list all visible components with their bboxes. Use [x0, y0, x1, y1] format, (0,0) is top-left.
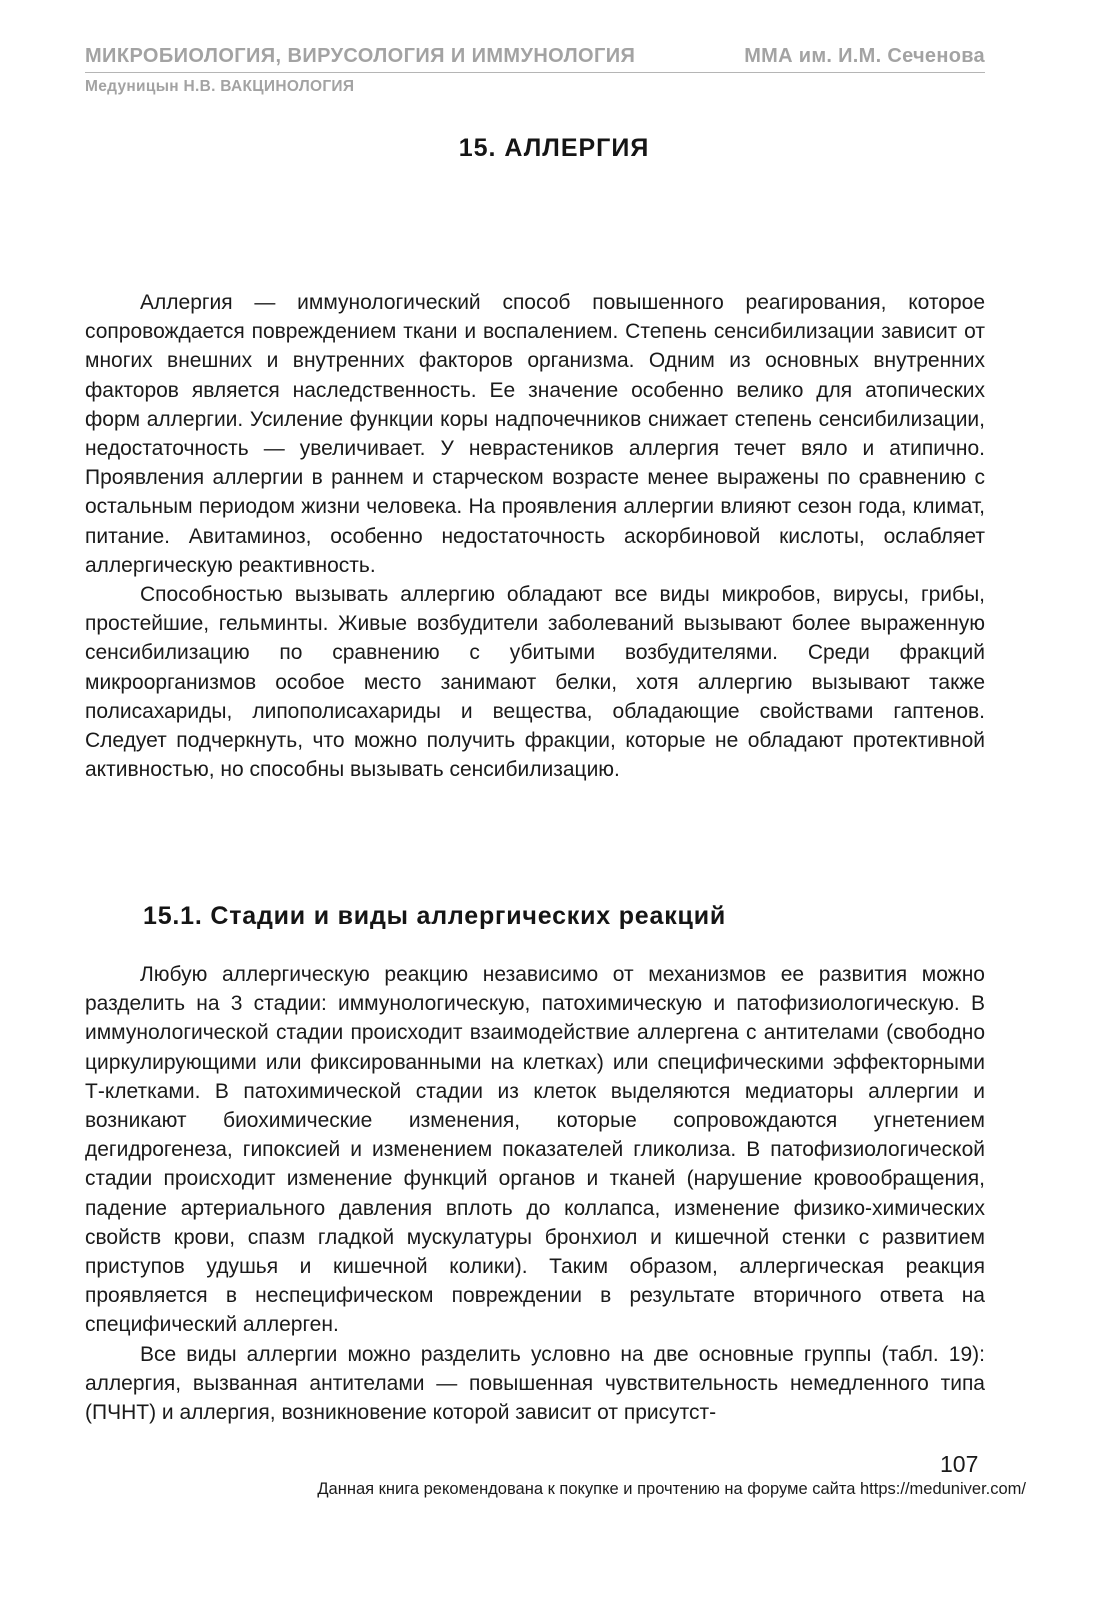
chapter-title: 15. АЛЛЕРГИЯ	[458, 134, 650, 162]
page-number: 107	[940, 1451, 979, 1477]
section-paragraph-1: Любую аллергическую реакцию независимо от механизмов ее развития можно разделить на 3 стадии: иммунологическую, патохимическую и патофизиологическую. В иммунологической стадии происходит взаимодействие аллергена с антителами (свободно циркулирующими или фиксированными на клетках) или специфическими эффекторными Т-клетками. В патохимической стадии из клеток выделяются медиаторы аллергии и возникают биохимические изменения, которые сопровождаются угнетением дегидрогенеза, гипоксией и изменением показателей гликолиза. В патофизиологической стадии происходит изменение функций органов и тканей (нарушение кровообращения, падение артериального давления вплоть до коллапса, изменение физико-химических свойств крови, спазм гладкой мускулатуры бронхиол и кишечной стенки с развитием приступов удушья и кишечной колики). Таким образом, аллергическая реакция проявляется в неспецифическом повреждении в результате вторичного ответа на специфический аллерген.	[85, 963, 985, 1337]
header-left-title: МИКРОБИОЛОГИЯ, ВИРУСОЛОГИЯ И ИММУНОЛОГИЯ	[85, 45, 636, 67]
section-text	[85, 960, 985, 1427]
header-divider	[85, 72, 985, 73]
intro-paragraph-2: Способностью вызывать аллергию обладают все виды микробов, вирусы, грибы, простейшие, гельминты. Живые возбудители заболеваний вызывают более выраженную сенсибилизацию по сравнению с убитыми возбудителями. Среди фракций микроорганизмов особое место занимают белки, хотя аллергию вызывают также полисахариды, липополисахариды и вещества, обладающие свойствами гаптенов. Следует подчеркнуть, что можно получить фракции, которые не обладают протективной активностью, но способны вызывать сенсибилизацию.	[85, 583, 985, 782]
header-subtitle: Медуницын Н.В. ВАКЦИНОЛОГИЯ	[85, 78, 355, 95]
section-paragraph-2: Все виды аллергии можно разделить условно на две основные группы (табл. 19): аллергия, вызванная антителами — повышенная чувствительность немедленного типа (ПЧНТ) и аллергия, возникновение которой зависит от присутст-	[85, 1342, 985, 1425]
section-heading: 15.1. Стадии и виды аллергических реакций	[143, 902, 727, 930]
intro-paragraph-1: Аллергия — иммунологический способ повышенного реагирования, которое сопровождается повреждением ткани и воспалением. Степень сенсибилизации зависит от многих внешних и внутренних факторов организма. Одним из основных внутренних факторов является наследственность. Ее значение особенно велико для атопических форм аллергии. Усиление функции коры надпочечников снижает степень сенсибилизации, недостаточность — увеличивает. У неврастеников аллергия течет вяло и атипично. Проявления аллергии в раннем и старческом возрасте менее выражены по сравнению с остальным периодом жизни человека. На проявления аллергии влияют сезон года, климат, питание. Авитаминоз, особенно недостаточность аскорбиновой кислоты, ослабляет аллергическую реактивность.	[85, 291, 985, 577]
intro-text	[85, 288, 985, 784]
header-right-institution: ММА им. И.М. Сеченова	[744, 45, 985, 67]
footer-note: Данная книга рекомендована к покупке и прочтению на форуме сайта https://meduniver.com/	[317, 1480, 1026, 1498]
running-header	[85, 45, 985, 75]
